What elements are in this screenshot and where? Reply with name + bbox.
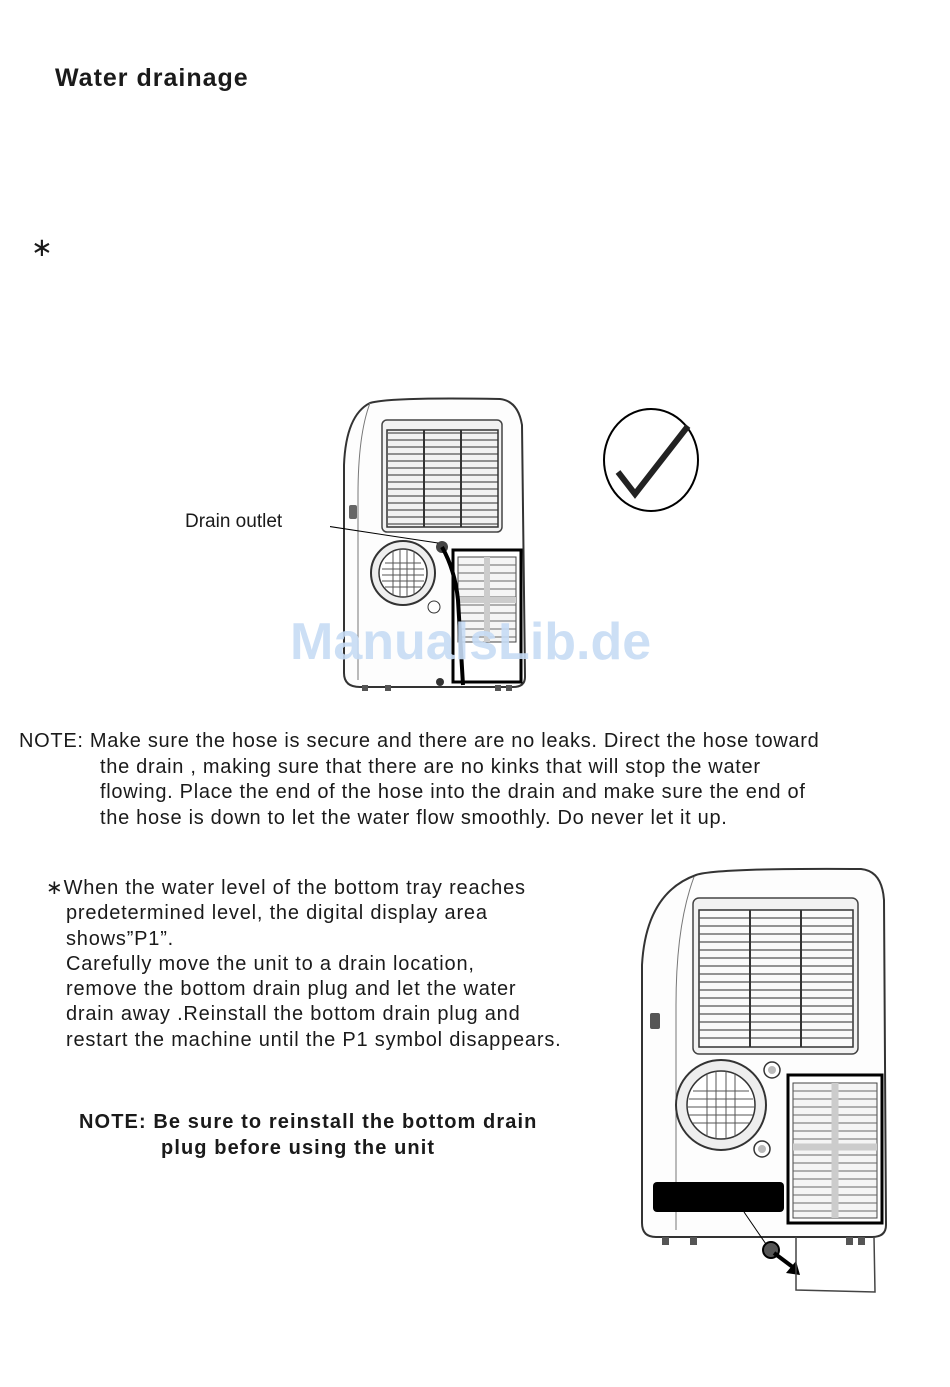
p1-line4: Carefully move the unit to a drain location, — [66, 952, 475, 975]
p1-line2: predetermined level, the digital display area — [66, 902, 488, 925]
note2-line1: NOTE: Be sure to reinstall the bottom drain — [79, 1111, 538, 1133]
note1-line2: the drain , making sure that there are no kinks that will stop the water — [100, 755, 761, 778]
p1-line3: shows”P1”. — [66, 927, 175, 950]
ac-unit-illustration-bottom — [636, 865, 892, 1295]
p1-mark: ∗ — [46, 877, 64, 899]
note2-line2: plug before using the unit — [161, 1136, 436, 1159]
note1-label: NOTE: — [19, 730, 84, 752]
note-reinstall-plug — [79, 1110, 619, 1161]
p1-drain-instructions — [46, 876, 646, 1053]
watermark-text: ManualsLib.de — [290, 613, 652, 671]
page-title: Water drainage — [55, 64, 249, 92]
p1-line7: restart the machine until the P1 symbol disappears. — [66, 1028, 562, 1051]
asterisk-mark: ∗ — [31, 232, 53, 262]
p1-line5: remove the bottom drain plug and let the water — [66, 978, 517, 1001]
drain-outlet-label: Drain outlet — [185, 511, 283, 532]
checkmark-icon — [600, 406, 702, 514]
p1-line6: drain away .Reinstall the bottom drain plug and — [66, 1003, 521, 1026]
p1-line1: When the water level of the bottom tray reaches — [63, 877, 526, 899]
note-hose-instructions — [19, 729, 939, 831]
note1-line1: Make sure the hose is secure and there are no leaks. Direct the hose toward — [83, 730, 820, 752]
note1-line4: the hose is down to let the water flow smoothly. Do never let it up. — [100, 806, 728, 829]
note1-line3: flowing. Place the end of the hose into the drain and make sure the end of — [100, 781, 806, 803]
